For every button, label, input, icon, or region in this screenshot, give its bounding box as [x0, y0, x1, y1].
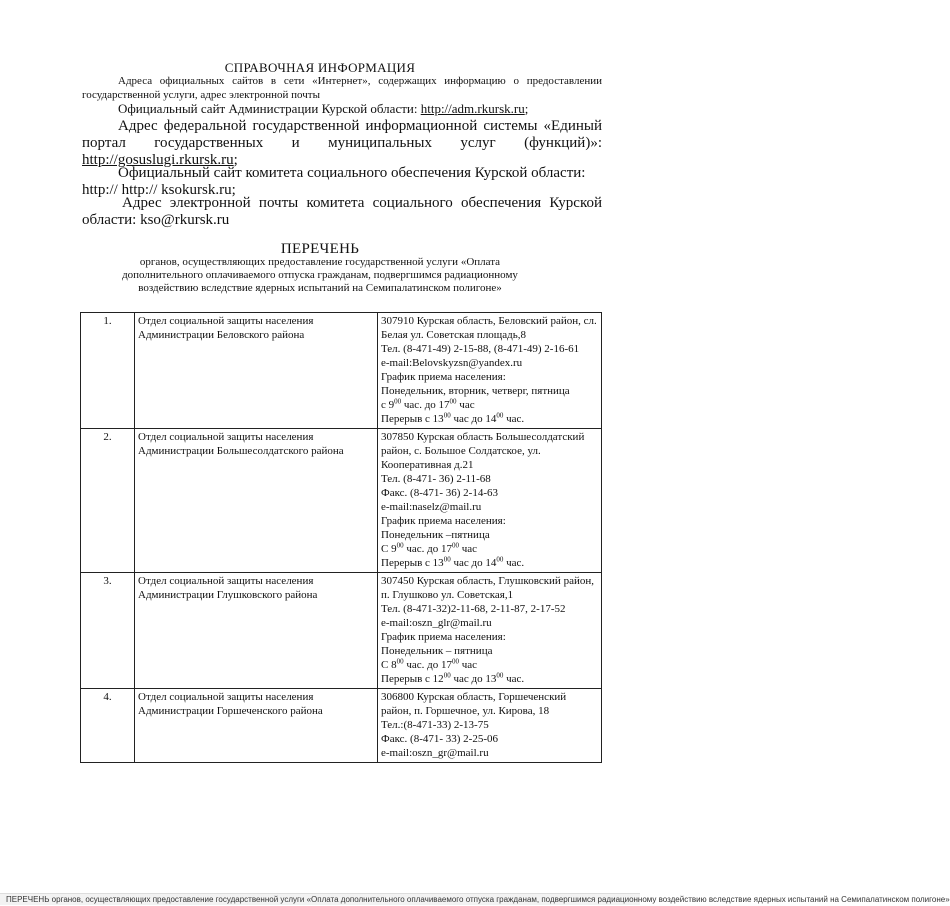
- agency-email[interactable]: e-mail:Belovskyzsn@yandex.ru: [381, 357, 523, 369]
- row-number: 1.: [81, 313, 135, 429]
- agency-phone: Тел. (8-471-32)2-11-68, 2-11-87, 2-17-52: [381, 603, 566, 615]
- schedule-break: Перерыв с $13^{00}$ час до $14^{00}$ час.: [381, 411, 525, 425]
- portal-line: [82, 118, 602, 169]
- row-number: 4.: [81, 689, 135, 763]
- agency-phone: Тел.:(8-471-33) 2-13-75: [381, 719, 489, 731]
- committee-email-line: [82, 195, 602, 229]
- agency-email[interactable]: e-mail:naselz@mail.ru: [381, 501, 482, 513]
- portal-label: Адрес федеральной государственной информационной системы «Единый портал государственных и муниципальных услуг (функций)»:: [82, 118, 602, 151]
- agency-fax: Факс. (8-471- 36) 2-14-63: [381, 487, 499, 499]
- row-number: 2.: [81, 429, 135, 573]
- agency-email[interactable]: e-mail:oszn_glr@mail.ru: [381, 617, 492, 629]
- agency-name: Отдел социальной защиты населения Администрации Глушковского района: [135, 573, 378, 689]
- committee-site-link[interactable]: http:// http:// ksokursk.ru;: [82, 182, 236, 198]
- schedule-hours: с $9^{00}$ час. до $17^{00}$ час: [381, 397, 475, 411]
- committee-email-label: Адрес электронной почты комитета социального обеспечения Курской области:: [82, 195, 602, 228]
- agency-email[interactable]: e-mail:oszn_gr@mail.ru: [381, 747, 489, 759]
- agency-address: 307910 Курская область, Беловский район, сл. Белая ул. Советская площадь,8: [381, 315, 597, 341]
- agencies-table: [80, 312, 602, 763]
- agency-name: Отдел социальной защиты населения Администрации Беловского района: [135, 313, 378, 429]
- agency-name: Отдел социальной защиты населения Администрации Большесолдатского района: [135, 429, 378, 573]
- agency-address: 307450 Курская область, Глушковский район, п. Глушково ул. Советская,1: [381, 575, 594, 601]
- agency-address: 307850 Курская область Большесолдатский район, с. Большое Солдатское, ул. Кооперативная д.21: [381, 431, 585, 471]
- reference-intro-text: Адреса официальных сайтов в сети «Интернет», содержащих информацию о предоставлении государственной услуги, адрес электронной почты: [82, 75, 602, 101]
- agency-contacts: [378, 313, 602, 429]
- list-heading: ПЕРЕЧЕНЬ: [280, 241, 360, 257]
- agency-fax: Факс. (8-471- 33) 2-25-06: [381, 733, 499, 745]
- agency-phone: Тел. (8-471-49) 2-15-88, (8-471-49) 2-16-61: [381, 343, 580, 355]
- agency-contacts: [378, 573, 602, 689]
- portal-link[interactable]: http://gosuslugi.rkursk.ru: [82, 152, 234, 168]
- agency-address: 306800 Курская область, Горшеченский район, п. Горшечное, ул. Кирова, 18: [381, 691, 567, 717]
- schedule-days: Понедельник – пятница: [381, 645, 493, 657]
- schedule-label: График приема населения:: [381, 631, 506, 643]
- schedule-break: Перерыв с $12^{00}$ час до $13^{00}$ час.: [381, 671, 525, 685]
- official-site-line: [118, 101, 598, 117]
- table-row: [81, 689, 602, 763]
- table-row: [81, 573, 602, 689]
- schedule-label: График приема населения:: [381, 371, 506, 383]
- official-site-link[interactable]: http://adm.rkursk.ru: [420, 101, 525, 116]
- document-title-strip: ПЕРЕЧЕНЬ органов, осуществляющих предоставление государственной услуги «Оплата дополнительного оплачиваемого отпуска гражданам, подвергшимся радиационному воздействию вследствие ядерных испытаний на Семипалатинском полигоне»: [0, 893, 640, 905]
- schedule-break: Перерыв с $13^{00}$ час до $14^{00}$ час.: [381, 555, 525, 569]
- row-number: 3.: [81, 573, 135, 689]
- schedule-label: График приема населения:: [381, 515, 506, 527]
- table-row: [81, 313, 602, 429]
- table-row: [81, 429, 602, 573]
- committee-email-link[interactable]: kso@rkursk.ru: [140, 212, 230, 228]
- schedule-hours: С $9^{00}$ час. до $17^{00}$ час: [381, 541, 478, 555]
- schedule-days: Понедельник, вторник, четверг, пятница: [381, 385, 570, 397]
- list-subtitle: органов, осуществляющих предоставление государственной услуги «Оплата дополнительного оплачиваемого отпуска гражданам, подвергшимся радиационному воздействию вследствие ядерных испытаний на Семипалатинском полигоне»: [122, 256, 518, 294]
- committee-site-line: [82, 165, 602, 199]
- official-site-label: Официальный сайт Администрации Курской области:: [118, 101, 421, 116]
- portal-tail: ;: [233, 152, 238, 168]
- schedule-days: Понедельник –пятница: [381, 529, 490, 541]
- official-site-tail: ;: [524, 101, 529, 116]
- reference-heading: СПРАВОЧНАЯ ИНФОРМАЦИЯ: [224, 60, 416, 75]
- agency-contacts: [378, 689, 602, 763]
- schedule-hours: С $8^{00}$ час. до $17^{00}$ час: [381, 657, 478, 671]
- agency-phone: Тел. (8-471- 36) 2-11-68: [381, 473, 491, 485]
- committee-site-label: Официальный сайт комитета социального обеспечения Курской области:: [118, 165, 586, 181]
- agency-name: Отдел социальной защиты населения Администрации Горшеченского района: [135, 689, 378, 763]
- reference-intro: [82, 74, 602, 102]
- agency-contacts: [378, 429, 602, 573]
